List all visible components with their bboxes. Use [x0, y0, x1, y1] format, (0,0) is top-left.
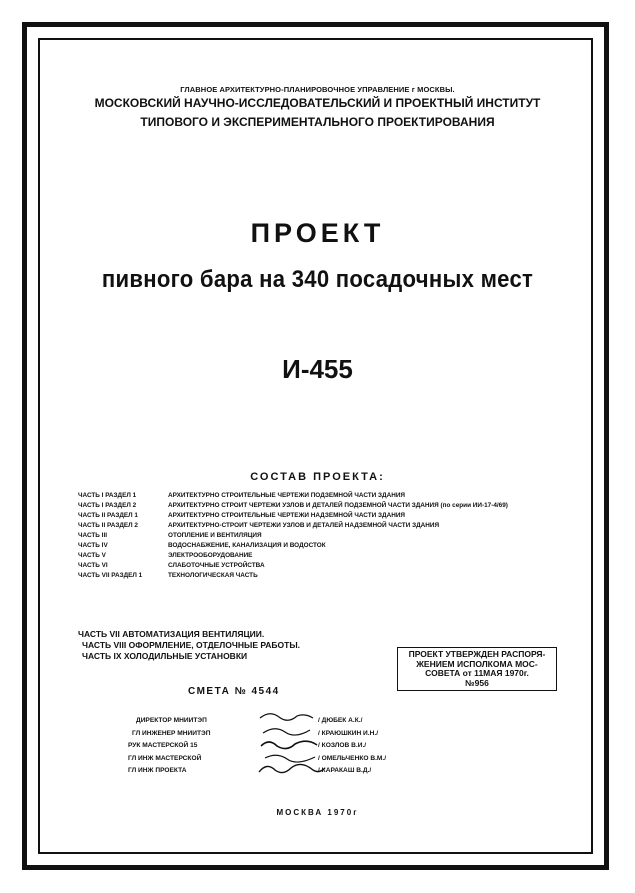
signatory-name: / КРАЮШКИН И.Н./ [318, 729, 379, 737]
place-and-year: МОСКВА 1970г [276, 808, 359, 817]
list-item: ЧАСТЬ V ЭЛЕКТРООБОРУДОВАНИЕ [78, 552, 253, 559]
signatory-names [318, 715, 386, 778]
document-type: ПРОЕКТ [250, 218, 385, 248]
list-item: ЧАСТЬ I РАЗДЕЛ 1 АРХИТЕКТУРНО СТРОИТЕЛЬНЫЕ ЧЕРТЕЖИ ПОДЗЕМНОЙ ЧАСТИ ЗДАНИЯ [78, 492, 406, 499]
list-item: ЧАСТЬ II РАЗДЕЛ 2 АРХИТЕКТУРНО-СТРОИТ ЧЕРТЕЖИ УЗЛОВ И ДЕТАЛЕЙ НАДЗЕМНОЙ ЧАСТИ ЗДАНИЯ [78, 522, 440, 529]
signatory-roles [128, 715, 210, 778]
composition-list [78, 491, 508, 581]
signatory-role: РУК МАСТЕРСКОЙ 15 [128, 742, 198, 749]
signatory-role: ГЛ ИНЖ МАСТЕРСКОЙ [128, 754, 202, 762]
additional-parts [78, 629, 300, 662]
approval-stamp: ПРОЕКТ УТВЕРЖДЕН РАСПОРЯ- ЖЕНИЕМ ИСПОЛКОМА МОС- СОВЕТА от 11МАЯ 1970г. №956 [397, 647, 557, 691]
composition-heading: СОСТАВ ПРОЕКТА: [250, 471, 385, 483]
organization-line-3: ТИПОВОГО И ЭКСПЕРИМЕНТАЛЬНОГО ПРОЕКТИРОВАНИЯ [140, 115, 495, 129]
list-item: ЧАСТЬ III ОТОПЛЕНИЕ И ВЕНТИЛЯЦИЯ [78, 532, 262, 539]
organization-line-1: ГЛАВНОЕ АРХИТЕКТУРНО-ПЛАНИРОВОЧНОЕ УПРАВЛЕНИЕ г МОСКВЫ. [180, 85, 455, 94]
organization-line-2: МОСКОВСКИЙ НАУЧНО-ИССЛЕДОВАТЕЛЬСКИЙ И ПРОЕКТНЫЙ ИНСТИТУТ [94, 96, 541, 110]
signatory-name: / КОЗЛОВ В.И./ [318, 742, 367, 749]
list-item: ЧАСТЬ II РАЗДЕЛ 1 АРХИТЕКТУРНО СТРОИТЕЛЬНЫЕ ЧЕРТЕЖИ НАДЗЕМНОЙ ЧАСТИ ЗДАНИЯ [78, 512, 406, 519]
signatory-name: / КАРАКАШ В.Д./ [318, 767, 372, 774]
list-item: ЧАСТЬ IV ВОДОСНАБЖЕНИЕ, КАНАЛИЗАЦИЯ И ВОДОСТОК [78, 542, 326, 549]
signatory-role: ДИРЕКТОР МНИИТЭП [136, 717, 207, 724]
list-item: ЧАСТЬ I РАЗДЕЛ 2 АРХИТЕКТУРНО СТРОИТ ЧЕРТЕЖИ УЗЛОВ И ДЕТАЛЕЙ ПОДЗЕМНОЙ ЧАСТИ ЗДАНИЯ (по серии ИИ-17-4/69) [78, 502, 508, 509]
signatory-name: / ОМЕЛЬЧЕНКО В.М./ [318, 754, 387, 762]
signatory-name: / ДЮБЕК А.К./ [318, 717, 363, 724]
list-item: ЧАСТЬ IX ХОЛОДИЛЬНЫЕ УСТАНОВКИ [82, 651, 248, 661]
document-title: пивного бара на 340 посадочных мест [101, 266, 534, 293]
estimate-number: СМЕТА № 4544 [188, 686, 280, 697]
signatory-role: ГЛ ИНЖЕНЕР МНИИТЭП [132, 729, 211, 737]
handwritten-signatures [255, 710, 327, 780]
list-item: ЧАСТЬ VII РАЗДЕЛ 1 ТЕХНОЛОГИЧЕСКАЯ ЧАСТЬ [78, 572, 258, 579]
document-code: И-455 [282, 354, 353, 384]
list-item: ЧАСТЬ VI СЛАБОТОЧНЫЕ УСТРОЙСТВА [78, 562, 265, 569]
list-item: ЧАСТЬ VII АВТОМАТИЗАЦИЯ ВЕНТИЛЯЦИИ. [78, 629, 265, 639]
signatory-role: ГЛ ИНЖ ПРОЕКТА [128, 767, 187, 774]
list-item: ЧАСТЬ VIII ОФОРМЛЕНИЕ, ОТДЕЛОЧНЫЕ РАБОТЫ. [82, 640, 301, 650]
